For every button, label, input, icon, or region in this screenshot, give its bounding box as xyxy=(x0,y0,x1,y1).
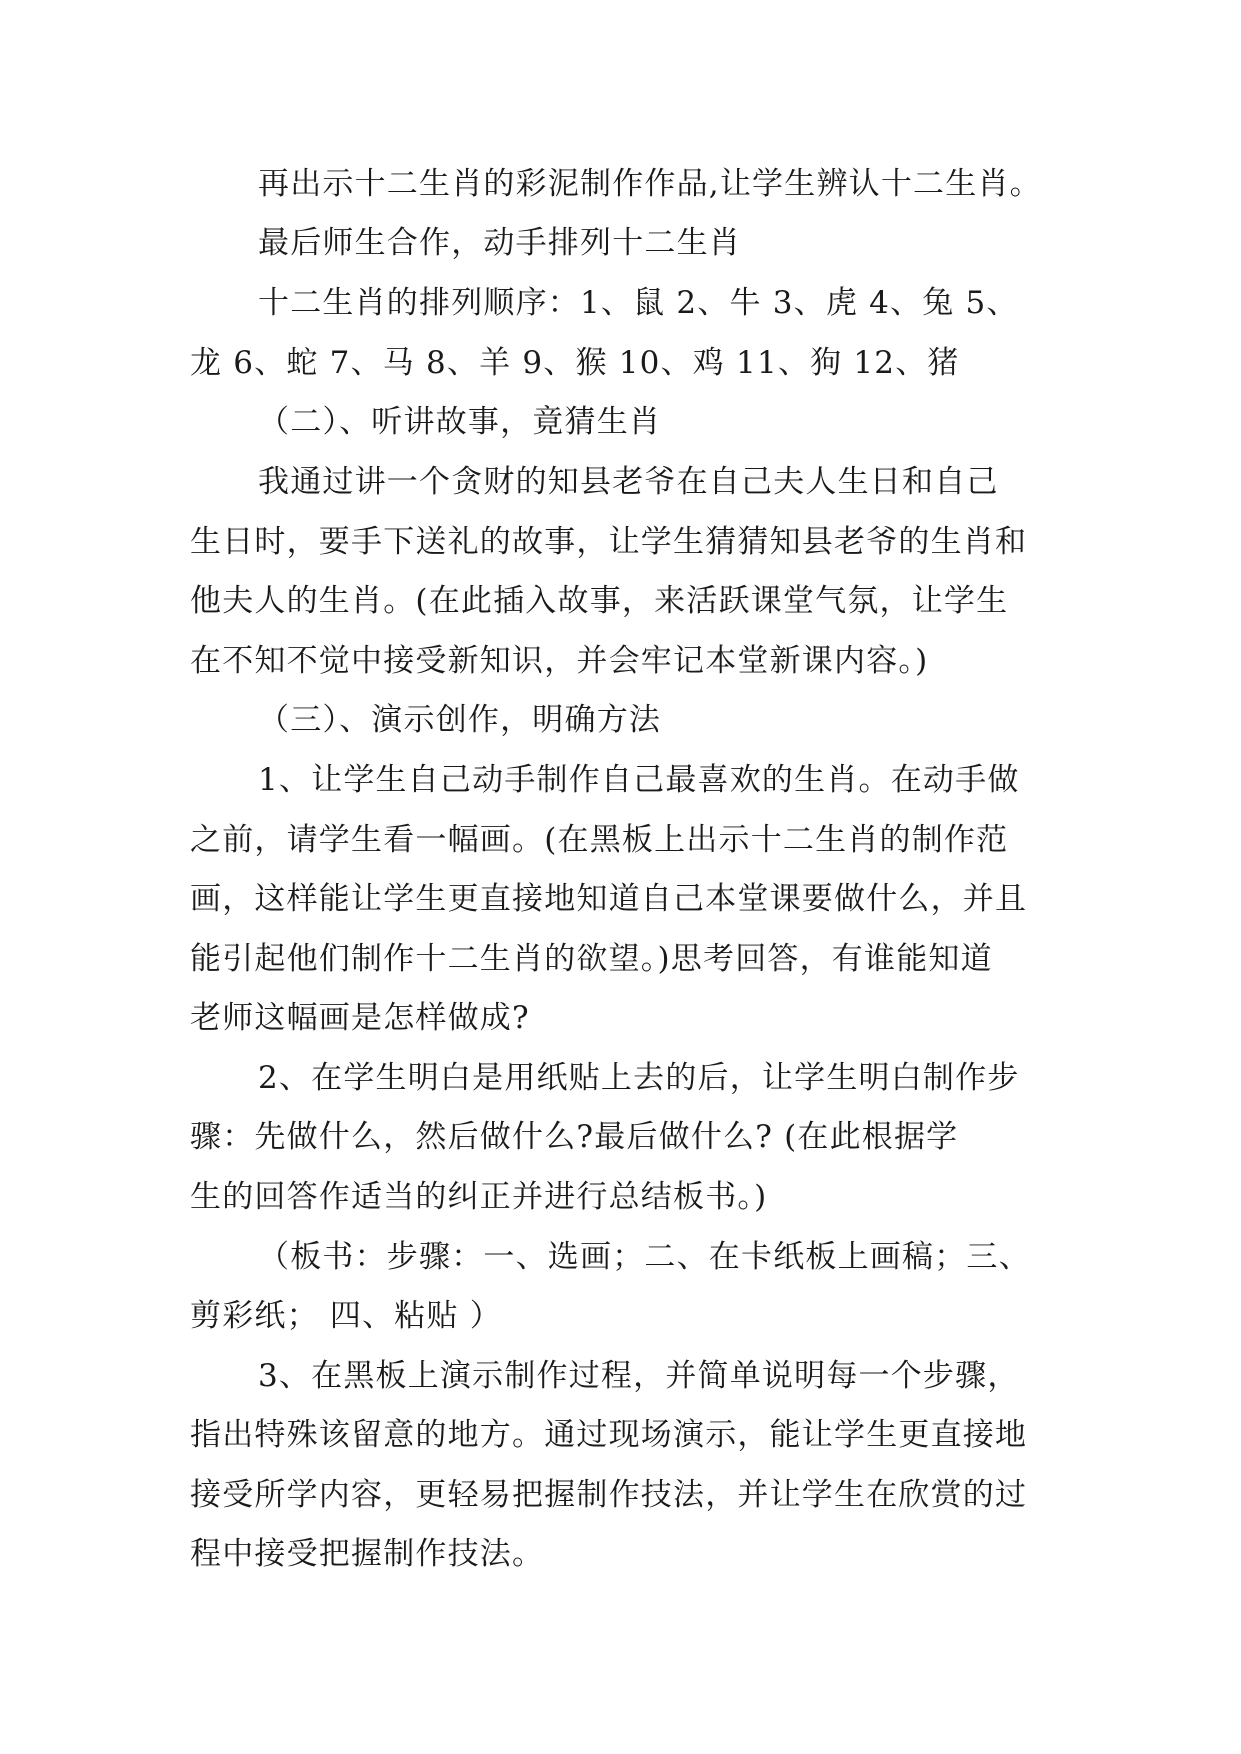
paragraph-line: 2、在学生明白是用纸贴上去的后，让学生明白制作步 xyxy=(258,1060,1020,1096)
paragraph-line: 骤：先做什么，然后做什么?最后做什么? (在此根据学 xyxy=(190,1119,959,1155)
paragraph-line: 生日时，要手下送礼的故事，让学生猜猜知县老爷的生肖和 xyxy=(190,524,1028,560)
paragraph-line: 程中接受把握制作技法。 xyxy=(190,1536,545,1572)
section-heading: （二）、听讲故事，竟猜生肖 xyxy=(258,404,662,440)
paragraph-line: 3、在黑板上演示制作过程，并简单说明每一个步骤， xyxy=(258,1358,1020,1394)
paragraph-line: 龙 6、蛇 7、马 8、羊 9、猴 10、鸡 11、狗 12、猪 xyxy=(190,345,960,381)
paragraph-line: 画，这样能让学生更直接地知道自己本堂课要做什么，并且 xyxy=(190,881,1028,917)
paragraph-line: 指出特殊该留意的地方。通过现场演示，能让学生更直接地 xyxy=(190,1417,1028,1453)
paragraph-line: 能引起他们制作十二生肖的欲望。)思考回答，有谁能知道 xyxy=(190,941,993,977)
paragraph-line: （板书：步骤：一、选画；二、在卡纸板上画稿；三、 xyxy=(258,1239,1031,1275)
paragraph-line: 老师这幅画是怎样做成? xyxy=(190,1000,530,1036)
paragraph-line: 最后师生合作，动手排列十二生肖 xyxy=(258,225,741,261)
paragraph-line: 接受所学内容，更轻易把握制作技法，并让学生在欣赏的过 xyxy=(190,1477,1028,1513)
paragraph-line: 再出示十二生肖的彩泥制作作品,让学生辨认十二生肖。 xyxy=(258,166,1042,202)
paragraph-line: 1、让学生自己动手制作自己最喜欢的生肖。在动手做 xyxy=(258,762,1020,798)
paragraph-line: 十二生肖的排列顺序：1、鼠 2、牛 3、虎 4、兔 5、 xyxy=(258,285,1019,321)
paragraph-line: 在不知不觉中接受新知识，并会牢记本堂新课内容。) xyxy=(190,643,929,679)
paragraph-line: 剪彩纸； 四、粘贴 ） xyxy=(190,1298,502,1334)
paragraph-line: 我通过讲一个贪财的知县老爷在自己夫人生日和自己 xyxy=(258,464,999,500)
paragraph-line: 之前，请学生看一幅画。(在黑板上出示十二生肖的制作范 xyxy=(190,822,1009,858)
paragraph-line: 他夫人的生肖。(在此插入故事，来活跃课堂气氛，让学生 xyxy=(190,583,1009,619)
section-heading: （三）、演示创作，明确方法 xyxy=(258,702,662,738)
paragraph-line: 生的回答作适当的纠正并进行总结板书。) xyxy=(190,1179,768,1215)
